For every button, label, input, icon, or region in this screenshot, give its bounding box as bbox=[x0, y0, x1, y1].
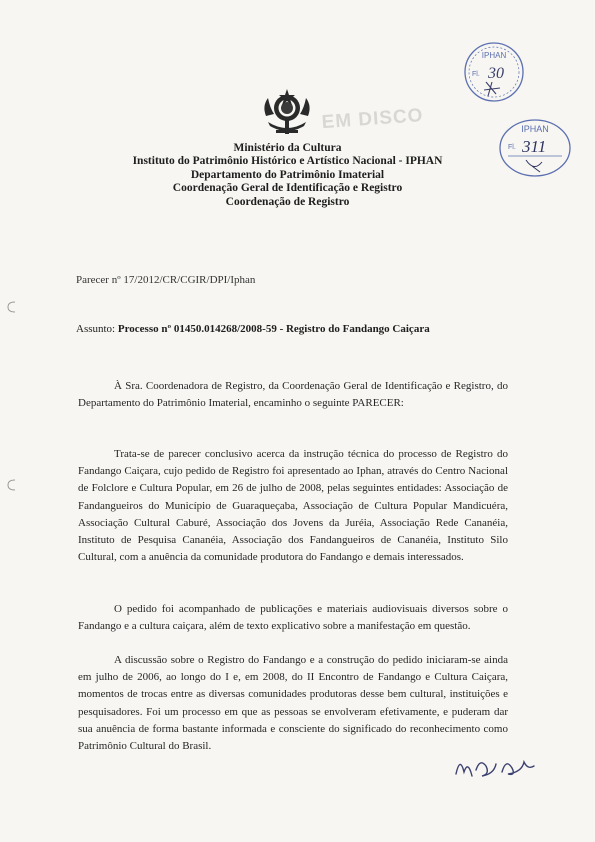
body-paragraph: A discussão sobre o Registro do Fandango e a construção do pedido iniciaram-se ainda em julho de 2006, ao longo do I e, em 2008, do II Encontro de Fandango e Cultura Caiçara, momentos de trocas entre as diversas comunidades produtoras desse bem cultural, instituições e pesquisadores. Foi um processo em que as pessoas se envolveram efetivamente, e puderam dar sua anuência de forma bastante informada e consciente do significado do reconhecimento como Patrimônio Cultural do Brasil. bbox=[78, 654, 508, 753]
page-number-stamp-iphan bbox=[496, 116, 574, 180]
stamp-page-number: 30 bbox=[488, 65, 504, 82]
stamp-page-number: 311 bbox=[522, 137, 547, 156]
letterhead-ministry: Ministério da Cultura bbox=[233, 142, 342, 154]
body-paragraph: Trata-se de parecer conclusivo acerca da instrução técnica do processo de Registro do Fandango Caiçara, cujo pedido de Registro foi apresentado ao Iphan, através do Centro Nacional de Folclore e Cultura Popular, em 26 de julho de 2008, pelas seguintes entidades: Associação de Fandangueiros do Município de Guaraqueçaba, Associação de Cultura Popular Mandicuéra, Associação Cultural Caburé, Associação dos Jovens da Juréia, Associação Rede Cananéia, Instituto de Pesquisa Cananéia, Associação dos Fandangueiros de Cananéia, Instituto Silo Cultural, com a anuência da comunidade produtora do Fandango e demais interessados. bbox=[78, 448, 508, 564]
subject-line bbox=[76, 323, 430, 335]
subject-label: Assunto: bbox=[76, 323, 116, 335]
body-paragraph: O pedido foi acompanhado de publicações e materiais audiovisuais diversos sobre o Fandango e a cultura caiçara, além de texto explicativo sobre a manifestação em questão. bbox=[78, 603, 508, 633]
punch-hole-mark bbox=[5, 478, 19, 492]
stamp-field-label: Fl. bbox=[472, 71, 480, 78]
stamp-org: IPHAN bbox=[481, 51, 507, 60]
letterhead-general-coordination: Coordenação Geral de Identificação e Registro bbox=[172, 182, 403, 195]
letterhead-department: Departamento do Patrimônio Imaterial bbox=[190, 168, 385, 181]
letterhead-coordination: Coordenação de Registro bbox=[225, 195, 350, 208]
parecer-reference: Parecer nº 17/2012/CR/CGIR/DPI/Iphan bbox=[76, 274, 256, 286]
subject-text: Processo nº 01450.014268/2008-59 - Registro do Fandango Caiçara bbox=[117, 323, 430, 335]
faded-stamp-mark: EM DISCO bbox=[320, 105, 425, 134]
punch-hole-mark bbox=[5, 300, 19, 314]
page-number-stamp-iphan bbox=[458, 36, 530, 108]
handwritten-signature bbox=[450, 752, 540, 784]
letterhead-institute: Instituto do Patrimônio Histórico e Artístico Nacional - IPHAN bbox=[132, 155, 443, 168]
coat-of-arms-emblem bbox=[258, 86, 316, 138]
stamp-org: IPHAN bbox=[521, 124, 549, 134]
letterhead bbox=[100, 142, 475, 209]
body-paragraph: À Sra. Coordenadora de Registro, da Coordenação Geral de Identificação e Registro, do Departamento do Patrimônio Imaterial, encaminho o seguinte PARECER: bbox=[78, 380, 508, 410]
stamp-field-label: Fl. bbox=[508, 144, 516, 151]
